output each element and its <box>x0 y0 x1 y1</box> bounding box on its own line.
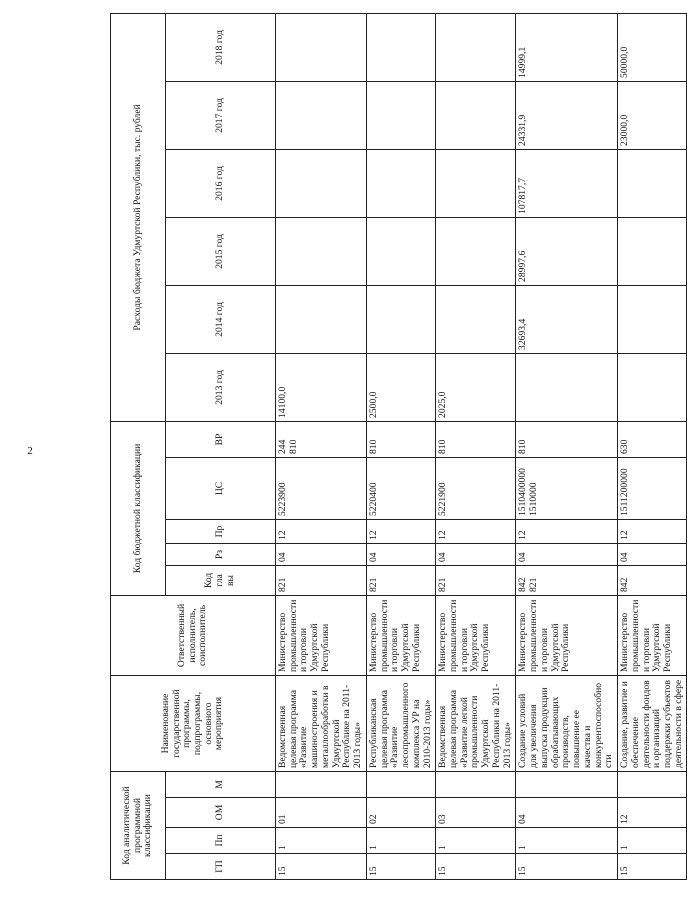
cell-2014 <box>366 285 435 353</box>
cell-vr: 244 810 <box>276 421 367 457</box>
cell-2018 <box>436 13 516 81</box>
cell-2017: 24331,9 <box>516 81 618 149</box>
cell-kgrbs: 842 821 <box>516 566 618 596</box>
cell-pr: 12 <box>276 520 367 544</box>
cell-vr: 810 <box>516 421 618 457</box>
cell-2013 <box>618 353 687 421</box>
cell-2014 <box>436 285 516 353</box>
header-rz: Рз <box>166 544 276 566</box>
header-pr: Пр <box>166 520 276 544</box>
cell-2017 <box>276 81 367 149</box>
cell-executor: Министерство промышленности и торговли Удмуртской Республики <box>436 596 516 676</box>
cell-m <box>276 772 367 798</box>
cell-gp: 15 <box>366 854 435 880</box>
header-year-2018: 2018 год <box>166 13 276 81</box>
header-pp: Пп <box>166 828 276 854</box>
cell-pp: 1 <box>516 828 618 854</box>
cell-pr: 12 <box>436 520 516 544</box>
cell-2016 <box>436 149 516 217</box>
cell-2014: 32693,4 <box>516 285 618 353</box>
cell-om: 02 <box>366 798 435 828</box>
cell-2013: 2500,0 <box>366 353 435 421</box>
cell-executor: Министерство промышленности и торговли Удмуртской Республики <box>618 596 687 676</box>
cell-2015: 28997,6 <box>516 217 618 285</box>
cell-executor: Министерство промышленности и торговли Удмуртской Республики <box>516 596 618 676</box>
header-name: Наименование государственной программы, подпрограммы, основного мероприятия <box>111 676 276 772</box>
cell-m <box>516 772 618 798</box>
cell-name: Создание условий для увеличения выпуска продукции обрабатывающих производств, повышение ее качества и конкурентоспособности <box>516 676 618 772</box>
cell-rz: 04 <box>366 544 435 566</box>
table-row <box>516 13 618 879</box>
header-expenses: Расходы бюджета Удмуртской Республики, тыс. рублей <box>111 13 166 421</box>
header-vr: ВР <box>166 421 276 457</box>
cell-rz: 04 <box>516 544 618 566</box>
cell-cs: 5223900 <box>276 458 367 520</box>
cell-2017 <box>436 81 516 149</box>
cell-cs: 1510400000 1510000 <box>516 458 618 520</box>
page-number: 2 <box>27 445 33 457</box>
cell-pp: 1 <box>366 828 435 854</box>
cell-rz: 04 <box>436 544 516 566</box>
cell-kgrbs: 842 <box>618 566 687 596</box>
cell-2014 <box>276 285 367 353</box>
header-executor: Ответственный исполнитель, соисполнитель <box>111 596 276 676</box>
cell-cs: 1511200000 <box>618 458 687 520</box>
cell-name: Создание, развитие и обеспечение деятельности фондов и организаций поддержки субъектов деятельности в сфере <box>618 676 687 772</box>
header-gp: ГП <box>166 854 276 880</box>
header-year-2017: 2017 год <box>166 81 276 149</box>
cell-kgrbs: 821 <box>436 566 516 596</box>
cell-kgrbs: 821 <box>276 566 367 596</box>
cell-pr: 12 <box>516 520 618 544</box>
cell-cs: 5220400 <box>366 458 435 520</box>
cell-2014 <box>618 285 687 353</box>
cell-2013: 2025,0 <box>436 353 516 421</box>
cell-om: 01 <box>276 798 367 828</box>
header-year-2015: 2015 год <box>166 217 276 285</box>
cell-2013: 14100,0 <box>276 353 367 421</box>
header-budget-code: Код бюджетной классификации <box>111 421 166 595</box>
table-row <box>366 13 435 879</box>
cell-2016 <box>366 149 435 217</box>
cell-2016 <box>618 149 687 217</box>
cell-2015 <box>618 217 687 285</box>
header-kgrbs: Код гла вы <box>166 566 276 596</box>
cell-vr: 630 <box>618 421 687 457</box>
cell-pp: 1 <box>436 828 516 854</box>
header-year-2013: 2013 год <box>166 353 276 421</box>
cell-rz: 04 <box>618 544 687 566</box>
cell-2017 <box>366 81 435 149</box>
header-year-2014: 2014 год <box>166 285 276 353</box>
cell-om: 04 <box>516 798 618 828</box>
cell-name: Ведомственная целевая программа «Развитие машиностроения и металлообработки в Удмуртской Республике на 2011-2013 годы» <box>276 676 367 772</box>
cell-2018 <box>276 13 367 81</box>
header-year-2016: 2016 год <box>166 149 276 217</box>
cell-cs: 5221900 <box>436 458 516 520</box>
cell-pp: 1 <box>618 828 687 854</box>
header-analytic-code: Код аналитической программной классификации <box>111 772 166 880</box>
cell-2016: 107817,7 <box>516 149 618 217</box>
cell-gp: 15 <box>436 854 516 880</box>
cell-2015 <box>436 217 516 285</box>
cell-2018: 50000,0 <box>618 13 687 81</box>
header-om: ОМ <box>166 798 276 828</box>
cell-pp: 1 <box>276 828 367 854</box>
cell-rz: 04 <box>276 544 367 566</box>
header-cs: ЦС <box>166 458 276 520</box>
cell-kgrbs: 821 <box>366 566 435 596</box>
cell-2018 <box>366 13 435 81</box>
rotated-table-container <box>110 14 684 880</box>
budget-table <box>110 13 687 880</box>
cell-m <box>618 772 687 798</box>
cell-gp: 15 <box>516 854 618 880</box>
cell-2013 <box>516 353 618 421</box>
header-m: М <box>166 772 276 798</box>
cell-om: 03 <box>436 798 516 828</box>
table-row <box>618 13 687 879</box>
cell-2015 <box>366 217 435 285</box>
cell-name: Республиканская целевая программа «Развитие лесопромышленного комплекса УР на 2010-2013 годы» <box>366 676 435 772</box>
cell-vr: 810 <box>366 421 435 457</box>
cell-executor: Министерство промышленности и торговли Удмуртской Республики <box>276 596 367 676</box>
cell-name: Ведомственная целевая программа «Развитие легкой промышленности Удмуртской Республики на 2011-2013 годы» <box>436 676 516 772</box>
cell-m <box>366 772 435 798</box>
cell-executor: Министерство промышленности и торговли Удмуртской Республики <box>366 596 435 676</box>
cell-2015 <box>276 217 367 285</box>
table-row <box>436 13 516 879</box>
cell-gp: 15 <box>618 854 687 880</box>
cell-2017: 23000,0 <box>618 81 687 149</box>
cell-pr: 12 <box>366 520 435 544</box>
cell-2016 <box>276 149 367 217</box>
cell-2018: 14999,1 <box>516 13 618 81</box>
cell-gp: 15 <box>276 854 367 880</box>
cell-om: 12 <box>618 798 687 828</box>
cell-pr: 12 <box>618 520 687 544</box>
cell-m <box>436 772 516 798</box>
table-row <box>276 13 367 879</box>
cell-vr: 810 <box>436 421 516 457</box>
